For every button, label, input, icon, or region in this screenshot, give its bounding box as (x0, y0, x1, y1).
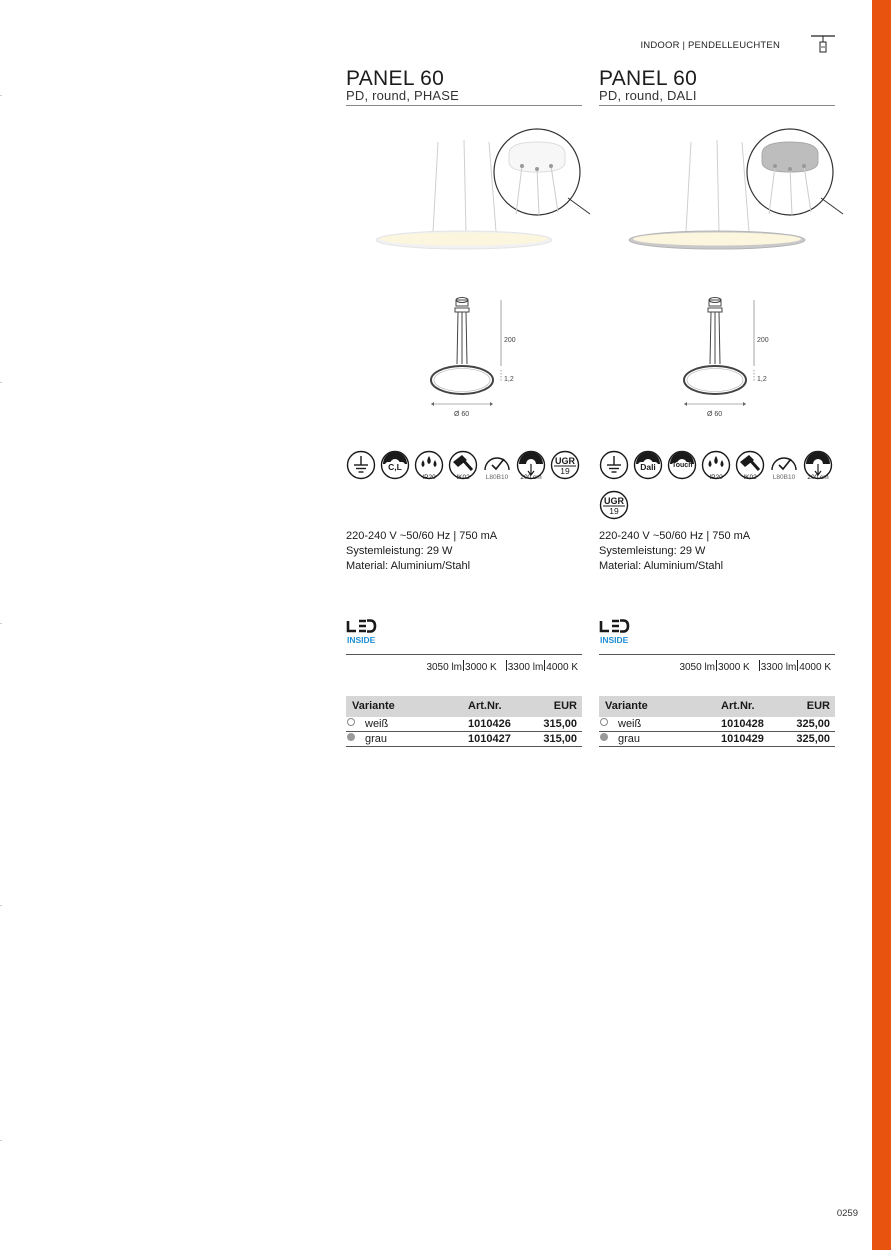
orange-side-bar (872, 0, 891, 1250)
product-column (346, 68, 582, 768)
product-column (599, 68, 835, 768)
table-row (346, 717, 582, 732)
pendant-lamp-icon (811, 35, 835, 55)
lumen-value: 3050 lm (426, 662, 463, 673)
cable-length-icon (803, 450, 833, 480)
led-inside-logo (599, 619, 631, 645)
col-header-variant: Variante (352, 700, 395, 712)
variant-name: grau (618, 733, 641, 745)
lumen-value: 3300 lm (760, 662, 797, 673)
product-title: PANEL 60 (599, 67, 698, 90)
earth-ground-icon (599, 450, 629, 480)
product-photo (599, 126, 849, 266)
feature-icons (346, 448, 586, 518)
ik02-hammer-icon (735, 450, 765, 480)
variant-name: weiß (618, 718, 642, 730)
spec-power: Systemleistung: 29 W (346, 545, 453, 557)
page-edge-tick (0, 1140, 2, 1141)
spec-material: Material: Aluminium/Stahl (346, 560, 471, 572)
article-number: 1010427 (468, 733, 511, 745)
header-category: INDOOR | PENDELLEUCHTEN (640, 40, 780, 51)
color-temp-value: 3000 K (718, 662, 750, 673)
earth-ground-icon (346, 450, 376, 480)
icon-text: Touch (672, 462, 693, 469)
color-swatch (347, 733, 355, 741)
article-number: 1010426 (468, 718, 511, 730)
page-number: 0259 (836, 1208, 858, 1219)
svg-text:INSIDE: INSIDE (600, 635, 629, 645)
lumen-divider (346, 654, 582, 655)
color-temp-value: 4000 K (546, 662, 578, 673)
icon-label: IK02 (743, 474, 757, 481)
svg-text:INSIDE: INSIDE (347, 635, 376, 645)
icon-text: Dali (638, 462, 658, 472)
variant-name: grau (365, 733, 388, 745)
dimmer-dali-icon (633, 450, 663, 480)
spec-list (599, 529, 750, 574)
price: 315,00 (543, 733, 577, 745)
icon-label: IP20 (709, 474, 723, 481)
svg-text:Ø 60: Ø 60 (454, 411, 470, 418)
col-header-artnr: Art.Nr. (468, 700, 502, 712)
lifetime-gauge-icon (769, 450, 799, 480)
ugr-icon (550, 450, 580, 480)
lumen-divider (599, 654, 835, 655)
title-divider (599, 105, 835, 106)
color-temp-value: 4000 K (799, 662, 831, 673)
page-edge-tick (0, 623, 2, 624)
ugr-icon (599, 490, 629, 520)
price: 325,00 (796, 718, 830, 730)
product-photo (346, 126, 596, 266)
lumen-values (426, 660, 578, 673)
color-swatch (347, 718, 355, 726)
ik02-hammer-icon (448, 450, 478, 480)
table-row (599, 732, 835, 747)
product-subtitle: PD, round, PHASE (346, 88, 460, 103)
article-number: 1010428 (721, 718, 764, 730)
lumen-value: 3050 lm (679, 662, 716, 673)
lifetime-gauge-icon (482, 450, 512, 480)
icon-label: IK02 (456, 474, 470, 481)
icon-value: 19 (560, 466, 570, 476)
lumen-values (679, 660, 831, 673)
price: 325,00 (796, 733, 830, 745)
dimmer-cl-icon (380, 450, 410, 480)
col-header-eur: EUR (553, 700, 577, 712)
product-title: PANEL 60 (346, 67, 445, 90)
variant-table (346, 696, 582, 747)
dimension-drawing (426, 296, 526, 426)
table-row (599, 717, 835, 732)
dimmer-touch-icon (667, 450, 697, 480)
article-number: 1010429 (721, 733, 764, 745)
icon-text: C,L (385, 462, 405, 472)
color-swatch (600, 718, 608, 726)
page-edge-tick (0, 905, 2, 906)
table-header (599, 696, 835, 717)
title-divider (346, 105, 582, 106)
svg-text:200: 200 (757, 337, 769, 344)
spec-material: Material: Aluminium/Stahl (599, 560, 724, 572)
svg-text:1,2: 1,2 (504, 376, 514, 383)
spec-voltage: 220-240 V ~50/60 Hz | 750 mA (599, 530, 751, 542)
page-edge-tick (0, 382, 2, 383)
icon-label: IP20 (422, 474, 436, 481)
col-header-eur: EUR (806, 700, 830, 712)
icon-text: UGR (555, 456, 575, 466)
spec-power: Systemleistung: 29 W (599, 545, 706, 557)
led-inside-logo (346, 619, 378, 645)
icon-text: UGR (604, 496, 624, 506)
col-header-variant: Variante (605, 700, 648, 712)
price: 315,00 (543, 718, 577, 730)
table-row (346, 732, 582, 747)
variant-name: weiß (365, 718, 389, 730)
svg-text:200: 200 (504, 337, 516, 344)
ip20-drops-icon (414, 450, 444, 480)
ip20-drops-icon (701, 450, 731, 480)
dimension-drawing (679, 296, 779, 426)
lumen-value: 3300 lm (507, 662, 544, 673)
spec-voltage: 220-240 V ~50/60 Hz | 750 mA (346, 530, 498, 542)
table-header (346, 696, 582, 717)
product-subtitle: PD, round, DALI (599, 88, 697, 103)
icon-value: 19 (609, 506, 619, 516)
col-header-artnr: Art.Nr. (721, 700, 755, 712)
spec-list (346, 529, 497, 574)
color-temp-value: 3000 K (465, 662, 497, 673)
icon-label: 200 cm (807, 474, 829, 481)
cable-length-icon (516, 450, 546, 480)
feature-icons (599, 448, 839, 518)
color-swatch (600, 733, 608, 741)
icon-label: 200 cm (520, 474, 542, 481)
icon-label: L80B10 (772, 474, 796, 481)
svg-text:1,2: 1,2 (757, 376, 767, 383)
icon-label: L80B10 (485, 474, 509, 481)
svg-text:Ø 60: Ø 60 (707, 411, 723, 418)
variant-table (599, 696, 835, 747)
page-edge-tick (0, 95, 2, 96)
